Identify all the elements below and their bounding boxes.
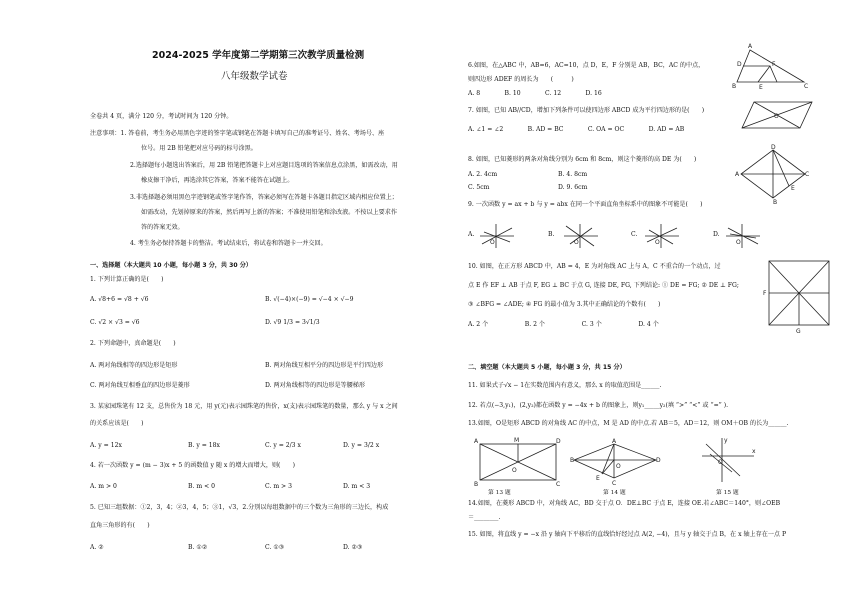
exam-subtitle: 八年级数学试卷 [221, 71, 288, 82]
label-O: O [655, 239, 660, 246]
q14-rhombus-figure [570, 440, 660, 485]
q2-option-d: D. 两对角线相等的四边形是等腰梯形 [265, 382, 365, 389]
q3-stem-1: 3. 某家园珠笔有 12 支，总售价为 18 元，用 y(元)表示园珠笔的售价，x(支)表示园珠笔的数量，那么 y 与 x 之间 [90, 403, 398, 410]
label-y: y [724, 437, 728, 444]
q8-option-a: A. 2. 4cm [468, 171, 498, 178]
q14-stem-1: 14.如图，在菱形 ABCD 中，对角线 AC，BD 交于点 O．DE⊥BC 于点 E，连接 OE.若∠ABC＝140°，则∠OEB [468, 500, 781, 507]
q5-option-d: D. ②③ [343, 544, 363, 551]
label-O: O [490, 239, 495, 246]
label-D: D [737, 61, 742, 68]
q3-option-c: C. y = 2/3 x [265, 442, 301, 449]
q1-option-c: C. √2 × √3 = √6 [90, 319, 140, 326]
label-F: F [763, 290, 767, 297]
q9-graph-b [562, 222, 600, 250]
label-A: A [474, 438, 479, 445]
note-3a: 3.非选择题必须用黑色字迹钢笔或签字笔作答，答案必须写在答题卡各题目指定区域内相应位置上； [130, 194, 398, 201]
label-C: C [556, 481, 561, 488]
q5-option-c: C. ①③ [265, 544, 285, 551]
q6-triangle-figure [732, 44, 812, 89]
q15-stem: 15. 如图，将直线 y = −x 沿 y 轴向下平移后的直线恰好经过点 A(2, −4)，且与 y 轴交于点 B，在 x 轴上存在一点 P [468, 531, 787, 538]
q8-option-d: D. 9. 6cm [558, 184, 588, 191]
q8-option-b: B. 4. 8cm [558, 171, 588, 178]
q4-option-d: D. m < 3 [343, 483, 371, 490]
label-B: B [732, 83, 737, 90]
label-E: E [596, 475, 600, 482]
exam-title: 2024-2025 学年度第二学期第三次教学质量检测 [152, 50, 365, 61]
q1-stem: 1. 下列计算正确的是( ) [90, 276, 164, 283]
note-3b: 如需改动，先划掉原来的答案，然后再写上新的答案；不准使用铅笔和涂改液。不按以上要求作 [141, 209, 397, 216]
label-F: F [772, 61, 776, 68]
q1-option-b: B. √(−4)×(−9) = √−4 × √−9 [265, 296, 354, 303]
q3-stem-2: 的关系应该是( ) [90, 420, 144, 427]
label-O: O [774, 113, 779, 120]
q7-options: A. ∠1 = ∠2 B. AD = BC C. OA = OC D. AD = AB [468, 126, 685, 133]
label-E: E [791, 185, 795, 192]
q4-option-a: A. m > 0 [90, 483, 117, 490]
q8-rhombus-figure [735, 144, 810, 206]
q10-stem-1: 10. 如图，在正方形 ABCD 中，AB = 4，E 为对角线 AC 上与 A，C 不重合的一个动点，过 [468, 263, 721, 270]
label-E: E [759, 84, 763, 91]
q13-stem: 13.如图，O是矩形 ABCD 的对角线 AC 的中点，M 是 AD 的中点.若 AB＝5，AD＝12，则 OM＋OB 的长为______. [468, 420, 789, 427]
label-D: D [656, 457, 661, 464]
q9-option-d: D. [713, 231, 720, 238]
q5-stem-2: 直角三角形的有( ) [90, 522, 150, 529]
label-O: O [574, 239, 579, 246]
q4-stem: 4. 若一次函数 y = (m − 3)x + 5 的函数值 y 随 x 的增大而增大，则( ) [90, 462, 295, 469]
q5-option-b: B. ①② [188, 544, 208, 551]
label-A: A [735, 171, 740, 178]
q7-parallelogram-figure [740, 96, 815, 136]
label-M: M [514, 437, 520, 444]
section-2-heading: 二、填空题（本大题共 5 小题，每小题 3 分，共 15 分） [468, 364, 626, 371]
label-O: O [718, 459, 723, 466]
q3-option-b: B. y = 18x [188, 442, 220, 449]
label-B: B [773, 199, 778, 206]
q3-option-a: A. y = 12x [90, 442, 122, 449]
note-4: 4. 考生务必保持答题卡的整洁。考试结束后，将试卷和答题卡一并交回。 [130, 240, 327, 247]
q10-options: A. 2 个 B. 2 个 C. 3 个 D. 4 个 [468, 321, 659, 328]
label-D: D [556, 438, 561, 445]
q11-stem: 11. 如果式子√x − 1在实数范围内有意义，那么 x 的取值范围是______. [468, 382, 662, 389]
q14-stem-2: ＝________. [468, 514, 501, 521]
intro-note: 全卷共 4 页，满分 120 分，考试时间为 120 分钟。 [90, 113, 233, 120]
figure-15-caption: 第 15 题 [716, 490, 739, 496]
q5-option-a: A. ② [90, 544, 104, 551]
label-O: O [616, 463, 621, 470]
note-1a: 注意事项：1. 答卷前，考生务必用黑色字迹的签字笔或钢笔在答题卡填写自己的准考证号、姓名、考场号、座 [90, 130, 385, 137]
note-2b: 橡皮擦干净后，再选涂其它答案，答案不能答在试题上。 [141, 177, 294, 184]
label-O: O [512, 467, 517, 474]
q10-stem-2: 点 E 作 EF ⊥ AB 于点 F, EG ⊥ BC 于点 G, 连接 DE, FG, 下列结论: ① DE = FG; ② DE ⊥ FG; [468, 282, 739, 289]
q6-options: A. 8 B. 10 C. 12 D. 16 [468, 90, 602, 97]
q9-option-c: C. [631, 231, 638, 238]
label-A: A [612, 438, 617, 445]
q4-option-c: C. m > 3 [265, 483, 292, 490]
q2-option-a: A. 两对角线相等的四边形是矩形 [90, 362, 178, 369]
q1-option-a: A. √8+6 = √8 + √6 [90, 296, 149, 303]
note-2a: 2.选择题每小题选出答案后，用 2B 铅笔把答题卡上对应题目选项的答案信息点涂黑，如需改动，用 [130, 162, 398, 169]
q6-stem-2: 则四边形 ADEF 的周长为 ( ) [468, 76, 574, 83]
label-x: x [752, 448, 756, 455]
q2-stem: 2. 下列命题中，真命题是( ) [90, 340, 176, 347]
label-D: D [771, 144, 776, 151]
q2-option-b: B. 两对角线互相平分的四边形是平行四边形 [265, 362, 384, 369]
q9-graph-d [724, 222, 762, 250]
label-C: C [805, 171, 810, 178]
q4-option-b: B. m < 0 [188, 483, 215, 490]
q2-option-c: C. 两对角线互相垂直的四边形是菱形 [90, 382, 190, 389]
figure-13-caption: 第 13 题 [488, 490, 511, 496]
q8-stem: 8. 如图，已知菱形的两条对角线分别为 6cm 和 8cm，则这个菱形的高 DE 为( ) [468, 156, 697, 163]
label-A: A [748, 43, 753, 50]
label-C: C [612, 480, 617, 487]
label-B: B [474, 481, 479, 488]
label-C: C [804, 83, 809, 90]
label-G: G [796, 328, 801, 335]
section-1-heading: 一、选择题（本大题共 10 小题，每小题 3 分，共 30 分） [90, 262, 252, 269]
q10-square-figure [763, 255, 833, 335]
q1-option-d: D. √9 1/3 = 3√1/3 [265, 319, 320, 326]
q5-stem-1: 5. 已知三组数据：①2，3，4；②3，4，5；③1，√3，2.分别以每组数据中的三个数为三角形的三边长，构成 [90, 504, 389, 511]
label-B: B [570, 457, 575, 464]
note-1b: 位号。用 2B 铅笔把对应号码的标号涂黑。 [141, 145, 257, 152]
q8-option-c: C. 5cm [468, 184, 490, 191]
q9-graph-c [643, 222, 681, 250]
label-O: O [736, 239, 741, 246]
q12-stem: 12. 若点(−3,y₁)，(2,y₂)都在函数 y = −4x + b 的图象上，则y₁_____y₂(填 “>” “<” 或 “=” ). [468, 402, 729, 409]
note-3c: 答的答案无效。 [141, 224, 184, 231]
q3-option-d: D. y = 3/2 x [343, 442, 380, 449]
q9-option-a: A. [468, 231, 475, 238]
q13-rectangle-figure [474, 438, 564, 488]
q6-stem-1: 6.如图，在△ABC 中，AB=6，AC=10，点 D，E，F 分别是 AB，BC，AC 的中点， [468, 62, 705, 69]
q9-stem: 9. 一次函数 y = ax + b 与 y = abx 在同一个平面直角坐标系中的图象不可能是( ) [468, 201, 703, 208]
q7-stem: 7. 如图，已知 AB//CD，增加下列条件可以使四边形 ABCD 成为平行四边形的是( ) [468, 107, 705, 114]
q10-stem-3: ③ ∠BFG = ∠ADE; ④ FG 的最小值为 3.其中正确结论的个数有( ) [468, 301, 661, 308]
q9-graph-a [478, 222, 516, 250]
q15-axes-figure [698, 436, 758, 486]
q9-option-b: B. [548, 231, 555, 238]
figure-14-caption: 第 14 题 [603, 490, 626, 496]
